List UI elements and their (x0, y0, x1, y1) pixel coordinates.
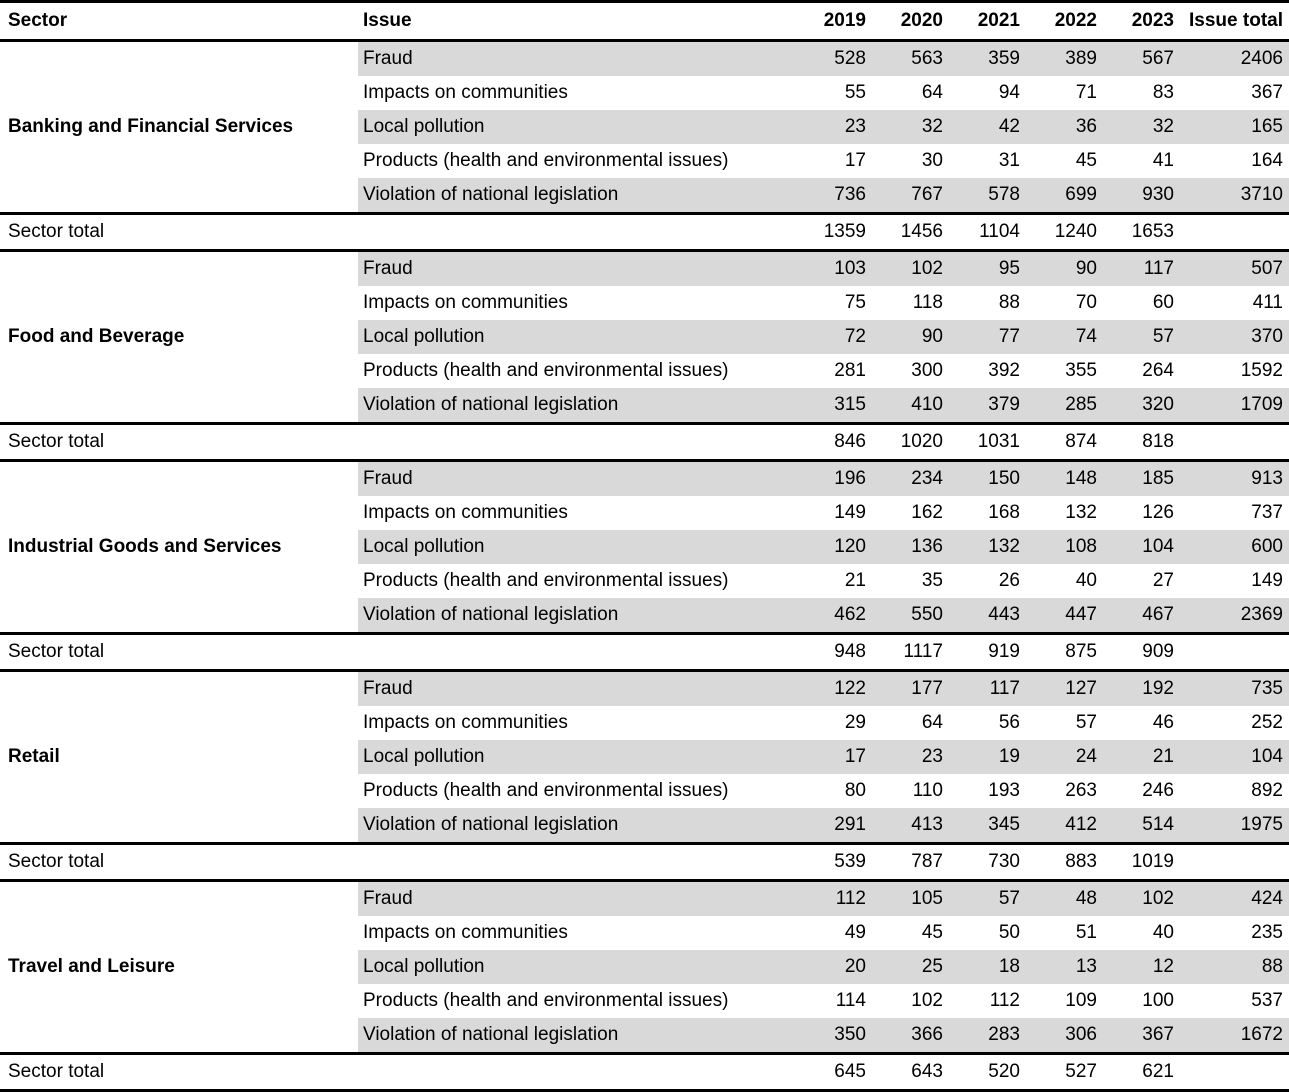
year-value-cell: 930 (1103, 178, 1180, 214)
sector-total-value-cell: 621 (1103, 1054, 1180, 1091)
issue-label-cell: Fraud (358, 41, 795, 77)
issue-total-cell: 3710 (1180, 178, 1289, 214)
year-value-cell: 64 (921, 82, 943, 103)
sector-total-value-cell: 948 (795, 634, 872, 671)
issue-label-cell: Local pollution (358, 950, 795, 984)
issue-total-cell: 600 (1180, 530, 1289, 564)
year-value-cell: 412 (1026, 808, 1103, 844)
year-value-cell: 567 (1103, 41, 1180, 77)
issue-label-cell: Products (health and environmental issues) (363, 780, 729, 801)
issue-label-cell: Products (health and environmental issues) (363, 150, 729, 171)
sector-total-row (0, 1054, 1289, 1091)
year-value-cell: 563 (872, 41, 949, 77)
issue-label-cell: Fraud (358, 251, 795, 287)
sector-column-header: Sector (0, 2, 358, 41)
year-value-cell: 410 (872, 388, 949, 424)
issue-total-cell: 165 (1180, 110, 1289, 144)
issue-total-cell: 1592 (1240, 360, 1283, 381)
issue-total-cell: 252 (1251, 712, 1283, 733)
year-value-cell: 102 (911, 990, 943, 1011)
issue-label-cell: Fraud (358, 671, 795, 707)
year-value-cell: 104 (1103, 530, 1180, 564)
year-value-cell: 100 (1142, 990, 1174, 1011)
year-column-header: 2023 (1103, 2, 1180, 41)
year-value-cell: 578 (949, 178, 1026, 214)
year-value-cell: 56 (998, 712, 1020, 733)
issue-total-cell: 1975 (1180, 808, 1289, 844)
year-value-cell: 345 (949, 808, 1026, 844)
year-value-cell: 42 (949, 110, 1026, 144)
year-value-cell: 367 (1103, 1018, 1180, 1054)
year-value-cell: 19 (949, 740, 1026, 774)
year-value-cell: 366 (872, 1018, 949, 1054)
sector-total-value-cell: 1104 (949, 214, 1026, 251)
sector-total-row (0, 214, 1289, 251)
year-value-cell: 90 (1026, 251, 1103, 287)
year-value-cell: 114 (835, 990, 866, 1011)
issue-total-cell: 424 (1180, 881, 1289, 917)
issue-total-cell: 370 (1180, 320, 1289, 354)
year-value-cell: 45 (921, 922, 943, 943)
year-value-cell: 23 (872, 740, 949, 774)
year-value-cell: 26 (998, 570, 1020, 591)
issue-label-cell: Impacts on communities (363, 82, 568, 103)
sector-name-cell: Travel and Leisure (0, 881, 358, 1054)
year-value-cell: 95 (949, 251, 1026, 287)
year-value-cell: 136 (872, 530, 949, 564)
issue-total-cell: 735 (1180, 671, 1289, 707)
year-value-cell: 185 (1103, 461, 1180, 497)
sector-total-value-cell: 919 (949, 634, 1026, 671)
year-value-cell: 122 (795, 671, 872, 707)
sector-total-value-cell: 1031 (949, 424, 1026, 461)
sector-total-value-cell: 875 (1026, 634, 1103, 671)
issue-label-cell: Violation of national legislation (358, 808, 795, 844)
year-value-cell: 117 (949, 671, 1026, 707)
year-value-cell: 32 (1103, 110, 1180, 144)
year-value-cell: 21 (1103, 740, 1180, 774)
issue-total-column-header: Issue total (1180, 2, 1289, 41)
issue-total-cell: 913 (1180, 461, 1289, 497)
year-value-cell: 45 (1075, 150, 1097, 171)
header-row (0, 2, 1289, 41)
year-value-cell: 234 (872, 461, 949, 497)
issue-row (0, 251, 1289, 287)
year-value-cell: 110 (912, 780, 943, 801)
year-value-cell: 57 (949, 881, 1026, 917)
year-value-cell: 90 (872, 320, 949, 354)
year-value-cell: 150 (949, 461, 1026, 497)
year-value-cell: 36 (1026, 110, 1103, 144)
sector-total-value-cell: 1653 (1103, 214, 1180, 251)
year-value-cell: 467 (1103, 598, 1180, 634)
sector-total-row (0, 424, 1289, 461)
year-value-cell: 32 (872, 110, 949, 144)
sector-total-label: Sector total (0, 634, 795, 671)
sector-total-value-cell: 883 (1026, 844, 1103, 881)
sector-total-row (0, 844, 1289, 881)
year-value-cell: 51 (1075, 922, 1097, 943)
year-value-cell: 132 (1065, 502, 1097, 523)
year-value-cell: 264 (1142, 360, 1174, 381)
year-value-cell: 17 (795, 740, 872, 774)
year-value-cell: 29 (844, 712, 866, 733)
year-value-cell: 83 (1152, 82, 1174, 103)
year-value-cell: 699 (1026, 178, 1103, 214)
year-value-cell: 12 (1103, 950, 1180, 984)
sector-total-value-cell: 909 (1103, 634, 1180, 671)
issue-total-cell: 537 (1251, 990, 1283, 1011)
year-column-header: 2022 (1026, 2, 1103, 41)
empty-cell (1180, 844, 1289, 881)
year-value-cell: 246 (1142, 780, 1174, 801)
issue-total-cell: 164 (1251, 150, 1283, 171)
year-value-cell: 118 (912, 292, 943, 313)
year-value-cell: 75 (844, 292, 866, 313)
issue-label-cell: Violation of national legislation (358, 178, 795, 214)
sector-total-value-cell: 1456 (872, 214, 949, 251)
sector-name-cell: Retail (0, 671, 358, 844)
issue-label-cell: Local pollution (358, 740, 795, 774)
year-value-cell: 355 (1065, 360, 1097, 381)
year-value-cell: 767 (872, 178, 949, 214)
year-value-cell: 528 (795, 41, 872, 77)
year-value-cell: 17 (844, 150, 866, 171)
year-value-cell: 30 (921, 150, 943, 171)
issue-column-header: Issue (358, 2, 795, 41)
issue-total-cell: 88 (1180, 950, 1289, 984)
year-value-cell: 49 (844, 922, 866, 943)
year-value-cell: 74 (1026, 320, 1103, 354)
empty-cell (1180, 1054, 1289, 1091)
issue-total-cell: 149 (1251, 570, 1283, 591)
issue-label-cell: Local pollution (358, 110, 795, 144)
year-value-cell: 55 (844, 82, 866, 103)
issue-total-cell: 507 (1180, 251, 1289, 287)
table-body (0, 41, 1289, 1091)
year-value-cell: 102 (1103, 881, 1180, 917)
year-value-cell: 108 (1026, 530, 1103, 564)
sector-name-cell: Industrial Goods and Services (0, 461, 358, 634)
issue-total-cell: 2406 (1180, 41, 1289, 77)
year-value-cell: 18 (949, 950, 1026, 984)
issue-row (0, 461, 1289, 497)
year-value-cell: 27 (1152, 570, 1174, 591)
year-value-cell: 50 (998, 922, 1020, 943)
issue-total-cell: 235 (1251, 922, 1283, 943)
issue-label-cell: Violation of national legislation (358, 388, 795, 424)
year-value-cell: 41 (1152, 150, 1174, 171)
year-value-cell: 168 (988, 502, 1020, 523)
year-value-cell: 35 (921, 570, 943, 591)
year-value-cell: 31 (998, 150, 1020, 171)
year-value-cell: 120 (795, 530, 872, 564)
year-value-cell: 736 (795, 178, 872, 214)
sector-total-value-cell: 645 (795, 1054, 872, 1091)
empty-cell (1180, 634, 1289, 671)
issue-label-cell: Local pollution (358, 530, 795, 564)
year-value-cell: 25 (872, 950, 949, 984)
issue-row (0, 881, 1289, 917)
year-value-cell: 71 (1075, 82, 1097, 103)
year-column-header: 2019 (795, 2, 872, 41)
year-value-cell: 291 (795, 808, 872, 844)
sector-total-value-cell: 520 (949, 1054, 1026, 1091)
sector-total-value-cell: 874 (1026, 424, 1103, 461)
year-value-cell: 60 (1152, 292, 1174, 313)
year-value-cell: 392 (988, 360, 1020, 381)
year-value-cell: 70 (1075, 292, 1097, 313)
issue-row (0, 671, 1289, 707)
year-value-cell: 285 (1026, 388, 1103, 424)
year-value-cell: 132 (949, 530, 1026, 564)
sector-name-cell: Banking and Financial Services (0, 41, 358, 214)
year-value-cell: 389 (1026, 41, 1103, 77)
year-column-header: 2021 (949, 2, 1026, 41)
issue-label-cell: Fraud (358, 461, 795, 497)
issue-total-cell: 1672 (1180, 1018, 1289, 1054)
issue-total-cell: 411 (1252, 292, 1283, 313)
sector-total-value-cell: 1019 (1103, 844, 1180, 881)
year-value-cell: 102 (872, 251, 949, 287)
issue-label-cell: Local pollution (358, 320, 795, 354)
sector-total-row (0, 634, 1289, 671)
year-value-cell: 196 (795, 461, 872, 497)
issue-total-cell: 104 (1180, 740, 1289, 774)
year-value-cell: 64 (921, 712, 943, 733)
year-value-cell: 177 (872, 671, 949, 707)
sector-total-value-cell: 527 (1026, 1054, 1103, 1091)
year-value-cell: 148 (1026, 461, 1103, 497)
sector-total-label: Sector total (0, 844, 795, 881)
sector-total-value-cell: 539 (795, 844, 872, 881)
year-value-cell: 21 (844, 570, 866, 591)
year-value-cell: 24 (1026, 740, 1103, 774)
year-value-cell: 77 (949, 320, 1026, 354)
year-value-cell: 283 (949, 1018, 1026, 1054)
sector-total-value-cell: 643 (872, 1054, 949, 1091)
year-value-cell: 514 (1103, 808, 1180, 844)
year-value-cell: 112 (795, 881, 872, 917)
year-value-cell: 127 (1026, 671, 1103, 707)
issue-total-cell: 892 (1251, 780, 1283, 801)
empty-cell (1180, 424, 1289, 461)
sector-total-value-cell: 787 (872, 844, 949, 881)
year-column-header: 2020 (872, 2, 949, 41)
year-value-cell: 263 (1065, 780, 1097, 801)
year-value-cell: 300 (911, 360, 943, 381)
issue-row (0, 41, 1289, 77)
issue-label-cell: Products (health and environmental issues) (363, 360, 729, 381)
year-value-cell: 48 (1026, 881, 1103, 917)
sector-total-value-cell: 846 (795, 424, 872, 461)
sector-total-label: Sector total (0, 214, 795, 251)
year-value-cell: 88 (998, 292, 1020, 313)
year-value-cell: 443 (949, 598, 1026, 634)
sector-name-cell: Food and Beverage (0, 251, 358, 424)
year-value-cell: 72 (795, 320, 872, 354)
issue-label-cell: Fraud (358, 881, 795, 917)
year-value-cell: 281 (834, 360, 866, 381)
year-value-cell: 57 (1075, 712, 1097, 733)
year-value-cell: 315 (795, 388, 872, 424)
year-value-cell: 149 (834, 502, 866, 523)
issue-label-cell: Products (health and environmental issues) (363, 570, 729, 591)
year-value-cell: 162 (911, 502, 943, 523)
year-value-cell: 103 (795, 251, 872, 287)
year-value-cell: 94 (998, 82, 1020, 103)
year-value-cell: 126 (1142, 502, 1174, 523)
year-value-cell: 40 (1075, 570, 1097, 591)
issue-label-cell: Products (health and environmental issues) (363, 990, 729, 1011)
issue-total-cell: 2369 (1180, 598, 1289, 634)
year-value-cell: 46 (1152, 712, 1174, 733)
issue-total-cell: 367 (1251, 82, 1283, 103)
year-value-cell: 447 (1026, 598, 1103, 634)
sector-total-label: Sector total (0, 424, 795, 461)
year-value-cell: 20 (795, 950, 872, 984)
year-value-cell: 320 (1103, 388, 1180, 424)
year-value-cell: 413 (872, 808, 949, 844)
year-value-cell: 192 (1103, 671, 1180, 707)
issue-label-cell: Impacts on communities (363, 922, 568, 943)
sector-total-value-cell: 1359 (795, 214, 872, 251)
year-value-cell: 359 (949, 41, 1026, 77)
sector-total-value-cell: 1117 (872, 634, 949, 671)
year-value-cell: 462 (795, 598, 872, 634)
year-value-cell: 40 (1152, 922, 1174, 943)
year-value-cell: 80 (844, 780, 866, 801)
issue-label-cell: Impacts on communities (363, 292, 568, 313)
year-value-cell: 13 (1026, 950, 1103, 984)
issue-label-cell: Impacts on communities (363, 712, 568, 733)
sector-total-value-cell: 730 (949, 844, 1026, 881)
issue-label-cell: Violation of national legislation (358, 598, 795, 634)
year-value-cell: 350 (795, 1018, 872, 1054)
sector-total-value-cell: 1240 (1026, 214, 1103, 251)
year-value-cell: 306 (1026, 1018, 1103, 1054)
issue-label-cell: Violation of national legislation (358, 1018, 795, 1054)
sector-total-value-cell: 818 (1103, 424, 1180, 461)
year-value-cell: 23 (795, 110, 872, 144)
table-header (0, 2, 1289, 41)
year-value-cell: 105 (872, 881, 949, 917)
year-value-cell: 57 (1103, 320, 1180, 354)
issue-total-cell: 737 (1251, 502, 1283, 523)
issue-total-cell: 1709 (1180, 388, 1289, 424)
empty-cell (1180, 214, 1289, 251)
year-value-cell: 109 (1065, 990, 1097, 1011)
year-value-cell: 112 (989, 990, 1020, 1011)
year-value-cell: 550 (872, 598, 949, 634)
sector-total-label: Sector total (0, 1054, 795, 1091)
year-value-cell: 379 (949, 388, 1026, 424)
issue-label-cell: Impacts on communities (363, 502, 568, 523)
year-value-cell: 117 (1103, 251, 1180, 287)
year-value-cell: 193 (988, 780, 1020, 801)
sector-total-value-cell: 1020 (872, 424, 949, 461)
